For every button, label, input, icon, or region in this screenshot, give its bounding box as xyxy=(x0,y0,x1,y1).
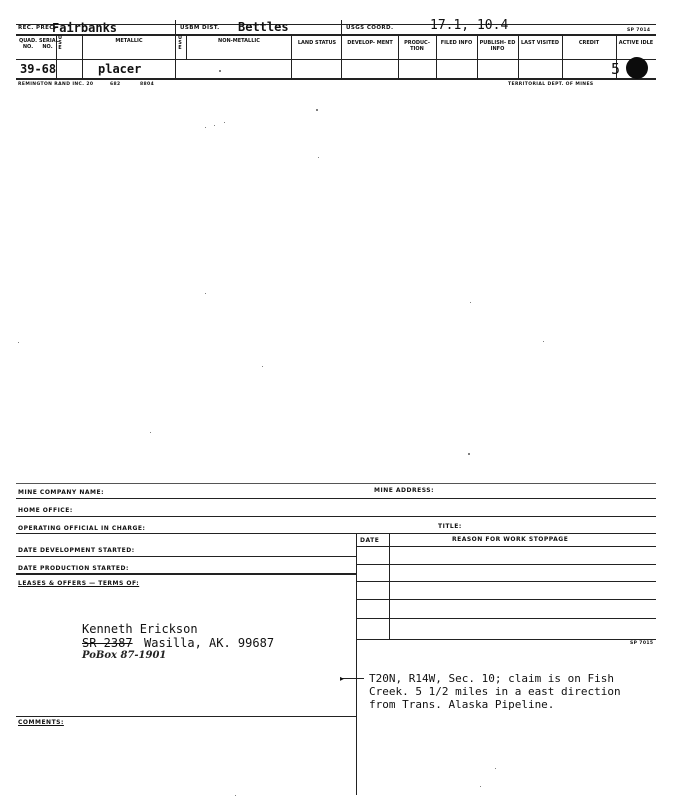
leases-label: LEASES & OFFERS — TERMS OF: xyxy=(18,580,140,587)
top-form-code: SP 7014 xyxy=(627,28,651,33)
active-idle-value: 5 xyxy=(611,60,621,78)
speck xyxy=(205,293,206,294)
bottom-form-code: SP 7015 xyxy=(630,641,654,646)
speck xyxy=(316,109,318,111)
quad-no-header: QUAD. NO. xyxy=(18,38,38,50)
date-production-label: DATE PRODUCTION STARTED: xyxy=(18,565,129,572)
owner-name: Kenneth Erickson xyxy=(82,622,198,636)
non-metallic-header: NON-METALLIC xyxy=(218,38,260,44)
divider-date-reason xyxy=(389,533,390,639)
published-info-header: PUBLISH- ED INFO xyxy=(479,40,516,52)
last-visited-header: LAST VISITED xyxy=(521,40,559,46)
use-1-header: U S E xyxy=(57,35,63,51)
speck xyxy=(150,432,151,433)
divider-credit xyxy=(562,34,563,78)
rule-production xyxy=(16,573,356,575)
divider-use-2 xyxy=(186,34,187,59)
metallic-header: METALLIC xyxy=(115,38,143,44)
arrow-icon: ▸ xyxy=(340,674,345,683)
owner-address-struck: SR-2387 xyxy=(82,636,133,650)
speck xyxy=(480,786,481,787)
usgs-coord-value: 17.1, 10.4 xyxy=(430,18,509,33)
filed-info-header: FILED INFO xyxy=(440,40,473,46)
rule-stoppage-header xyxy=(356,546,656,547)
location-line-1: T20N, R14W, Sec. 10; claim is on Fish xyxy=(369,672,615,685)
divider-left-right xyxy=(356,533,357,795)
date-col-label: DATE xyxy=(360,537,380,544)
speck xyxy=(214,125,215,126)
speck xyxy=(205,127,206,128)
rule-development xyxy=(16,556,356,557)
rule-comments xyxy=(16,716,356,717)
speck xyxy=(543,341,544,342)
production-header: PRODUC- TION xyxy=(404,40,430,52)
divider-usbm xyxy=(175,20,176,78)
mine-address-label: MINE ADDRESS: xyxy=(374,487,435,494)
location-line-3: from Trans. Alaska Pipeline. xyxy=(369,698,555,711)
usbm-dist-label: USBM DIST. xyxy=(180,25,220,31)
rec-prec-label: REC. PREC. xyxy=(18,25,57,31)
divider-production xyxy=(398,34,399,78)
serial-no-header: SERIAL NO. xyxy=(39,38,59,50)
footer-left-3: 8804 xyxy=(140,82,155,87)
speck xyxy=(262,366,263,367)
handwritten-note: PoBox 87-1901 xyxy=(82,650,167,661)
usbm-dist-value: Bettles xyxy=(238,20,289,34)
comments-label: COMMENTS: xyxy=(18,719,64,726)
rule-stoppage-5 xyxy=(356,639,656,640)
metallic-value: placer xyxy=(98,62,142,76)
divider-usgs xyxy=(341,20,342,78)
rule-stoppage-2 xyxy=(356,581,656,582)
punch-hole-icon xyxy=(626,57,648,79)
speck xyxy=(468,453,470,455)
top-card-data-rule xyxy=(16,59,656,60)
rule-stoppage-1 xyxy=(356,564,656,565)
location-line-2: Creek. 5 1/2 miles in a east direction xyxy=(369,685,621,698)
speck xyxy=(235,795,236,796)
title-label: TITLE: xyxy=(438,523,462,530)
rec-prec-value: Fairbanks xyxy=(52,21,118,35)
date-development-label: DATE DEVELOPMENT STARTED: xyxy=(18,547,135,554)
ink-dot xyxy=(219,70,221,72)
active-idle-header: ACTIVE IDLE xyxy=(618,40,654,46)
home-office-label: HOME OFFICE: xyxy=(18,507,73,514)
arrow-line xyxy=(342,678,364,679)
bottom-card-edge xyxy=(16,483,656,484)
mine-company-name-label: MINE COMPANY NAME: xyxy=(18,489,104,496)
top-card-bottom-rule xyxy=(16,78,656,80)
rule-stoppage-4 xyxy=(356,618,656,619)
land-status-header: LAND STATUS xyxy=(297,40,337,46)
rule-official xyxy=(16,533,656,534)
use-2-header: U S E xyxy=(177,35,183,51)
divider-last-visited xyxy=(518,34,519,78)
speck xyxy=(224,122,225,123)
footer-right: TERRITORIAL DEPT. OF MINES xyxy=(508,82,594,87)
divider-published xyxy=(477,34,478,78)
footer-left-2: 682 xyxy=(110,82,121,87)
usgs-coord-label: USGS COORD. xyxy=(346,25,394,31)
owner-address: Wasilla, AK. 99687 xyxy=(144,636,275,650)
quad-serial-value: 39-68 xyxy=(20,62,57,76)
rule-stoppage-3 xyxy=(356,599,656,600)
rule-home-office xyxy=(16,516,656,517)
credit-header: CREDIT xyxy=(578,40,600,46)
speck xyxy=(18,342,19,343)
speck xyxy=(470,302,471,303)
speck xyxy=(318,157,319,158)
divider-use-1 xyxy=(82,34,83,78)
rule-company xyxy=(16,498,656,499)
speck xyxy=(495,768,496,769)
development-header: DEVELOP- MENT xyxy=(347,40,393,46)
divider-filed xyxy=(436,34,437,78)
reason-col-label: REASON FOR WORK STOPPAGE xyxy=(452,536,569,543)
footer-left: REMINGTON RAND INC. 20 xyxy=(18,82,94,87)
divider-land-status xyxy=(291,34,292,78)
operating-official-label: OPERATING OFFICIAL IN CHARGE: xyxy=(18,525,146,532)
